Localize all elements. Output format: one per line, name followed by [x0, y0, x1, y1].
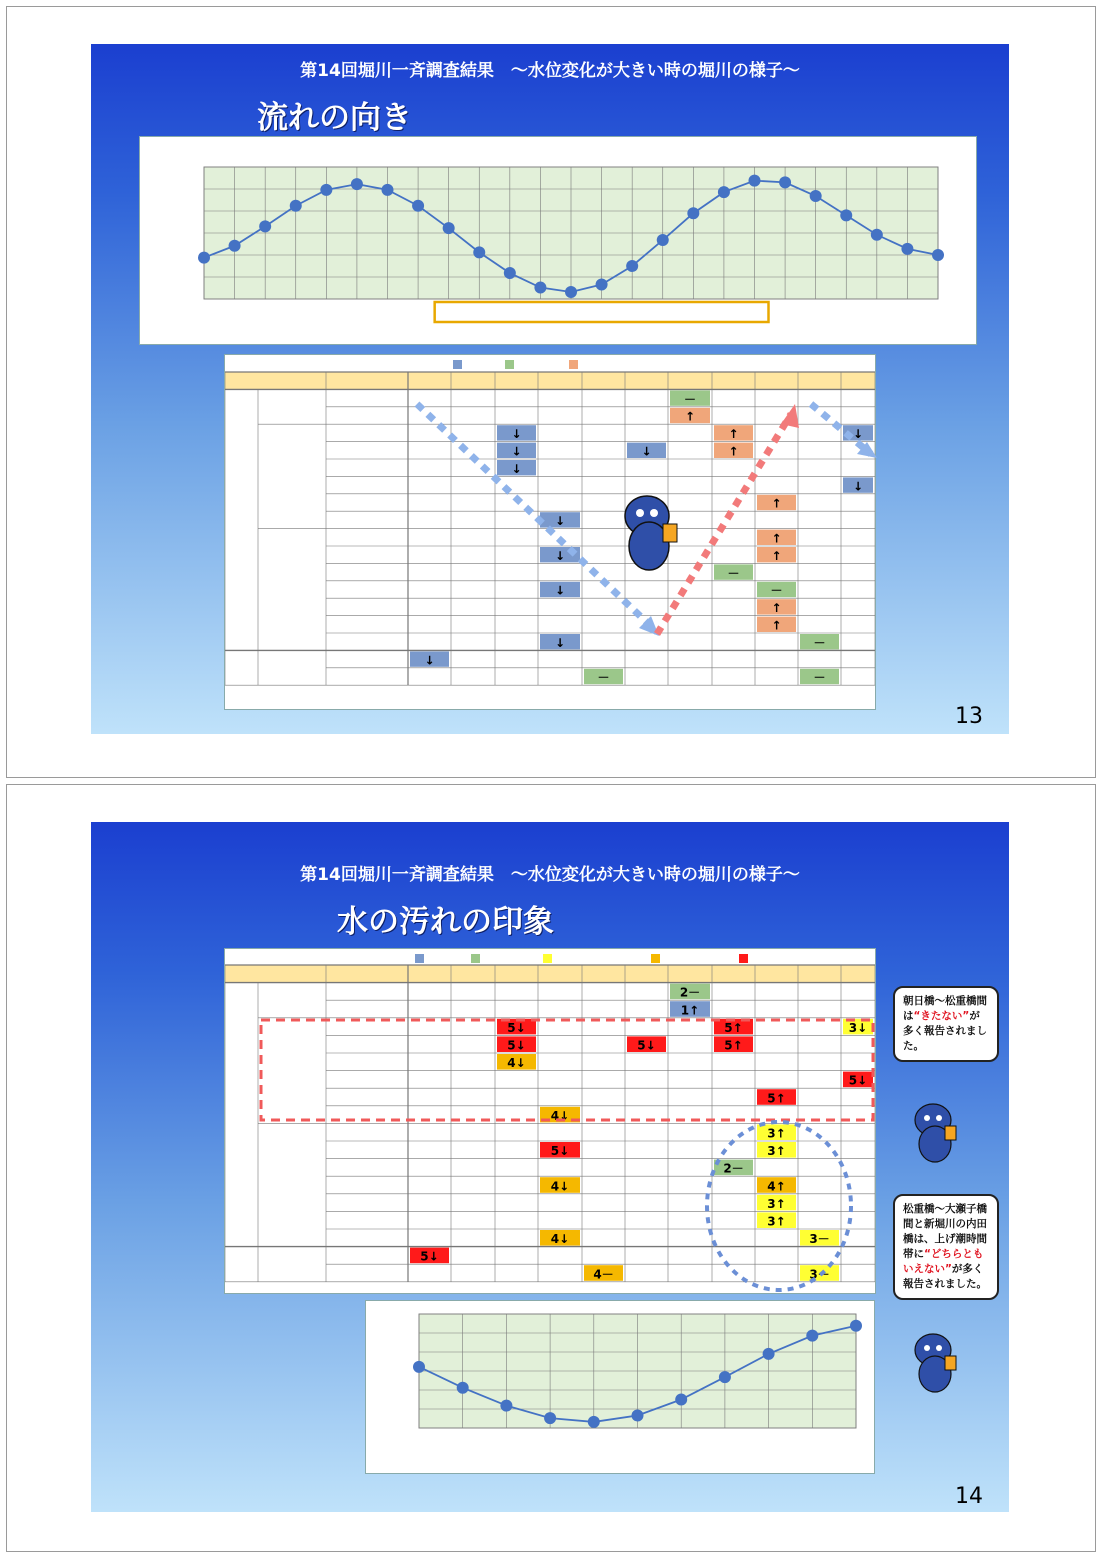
- cell-value: ↑: [771, 548, 782, 563]
- dirt-table-panel: [224, 948, 876, 1294]
- mascot-body: [919, 1126, 951, 1162]
- tide-point: [806, 1330, 818, 1342]
- cell-value: 5↓: [507, 1020, 526, 1035]
- tide-point: [534, 282, 546, 294]
- slide-title: 水の汚れの印象: [337, 904, 554, 940]
- tide-point: [749, 175, 761, 187]
- cell-value: 5↑: [724, 1020, 743, 1035]
- tide-point: [840, 209, 852, 221]
- mascot-head: [915, 1104, 951, 1136]
- tide-point: [320, 184, 332, 196]
- tide-point: [779, 176, 791, 188]
- callout-highlight: “きたない”: [913, 1010, 970, 1022]
- legend-swatch: [471, 954, 480, 963]
- cell-value: ↑: [771, 531, 782, 546]
- callout-text: が多く報告されました。: [903, 1010, 987, 1052]
- page-number: 13: [955, 704, 983, 729]
- cell-value: 5↓: [848, 1073, 868, 1088]
- legend-swatch: [739, 954, 748, 963]
- table-header-fill: [225, 965, 875, 983]
- tide-point: [596, 278, 608, 290]
- tide-point: [382, 184, 394, 196]
- tide-point: [565, 286, 577, 298]
- cell-value: 3－: [809, 1232, 830, 1247]
- tide-chart-daytime: [366, 1301, 874, 1473]
- tide-point: [588, 1416, 600, 1428]
- mascot-eye: [936, 1115, 942, 1121]
- highlight-range-box: [435, 302, 769, 322]
- cell-value: －: [813, 670, 826, 685]
- cell-value: －: [770, 583, 783, 598]
- tide-point: [626, 260, 638, 272]
- tide-point: [718, 186, 730, 198]
- cell-value: 3－: [809, 1267, 830, 1282]
- cell-value: ↓: [424, 653, 435, 668]
- tide-point: [544, 1412, 556, 1424]
- callout-text: が多く報告されました。: [903, 1263, 987, 1290]
- legend-swatch: [505, 360, 514, 369]
- cell-value: 5↓: [420, 1249, 439, 1264]
- cell-value: －: [813, 635, 826, 650]
- cell-value: 5↑: [767, 1091, 786, 1106]
- tide-point: [871, 229, 883, 241]
- cell-value: ↓: [641, 444, 652, 459]
- cell-value: ↓: [554, 548, 566, 563]
- tide-chart-full-day: [140, 137, 976, 344]
- tide-point: [198, 252, 210, 264]
- tide-point: [901, 243, 913, 255]
- cell-value: 3↑: [767, 1144, 786, 1159]
- tide-point: [657, 234, 669, 246]
- cell-value: 2－: [679, 985, 701, 1000]
- tide-point: [632, 1409, 644, 1421]
- cell-value: ↑: [771, 496, 782, 511]
- legend-swatch: [569, 360, 578, 369]
- legend-swatch: [453, 360, 462, 369]
- cell-value: 3↑: [767, 1126, 786, 1141]
- cell-value: ↑: [728, 427, 739, 442]
- cell-value: ↓: [511, 461, 522, 476]
- cell-value: ↑: [771, 601, 782, 616]
- tide-point: [850, 1320, 862, 1332]
- tide-point: [763, 1348, 775, 1360]
- slide-header: 第14回堀川一斉調査結果 ～水位変化が大きい時の堀川の様子～: [300, 865, 800, 885]
- tide-point: [473, 246, 485, 258]
- tide-point: [443, 222, 455, 234]
- cell-value: 3↓: [848, 1020, 868, 1035]
- tide-point: [229, 240, 241, 252]
- tide-point: [719, 1371, 731, 1383]
- cell-value: ↓: [511, 444, 522, 459]
- cell-value: ↑: [728, 444, 739, 459]
- cell-value: 5↓: [507, 1038, 526, 1053]
- mascot-eye: [924, 1115, 930, 1121]
- mascot-eye: [924, 1345, 930, 1351]
- mascot-notebook: [945, 1356, 956, 1370]
- tide-point: [457, 1382, 469, 1394]
- tide-point: [290, 200, 302, 212]
- callout-dochira: [893, 1194, 999, 1300]
- horigon-mascot-icon: [915, 1104, 956, 1162]
- horigon-mascot-icon: [915, 1334, 956, 1392]
- cell-value: 5↑: [724, 1038, 743, 1053]
- tide-point: [351, 178, 363, 190]
- cell-value: 2－: [723, 1161, 744, 1176]
- cell-value: 4↓: [550, 1232, 570, 1247]
- tide-point: [413, 1361, 425, 1373]
- tide-point: [810, 190, 822, 202]
- slide-header: 第14回堀川一斉調査結果 ～水位変化が大きい時の堀川の様子～: [300, 61, 800, 81]
- legend-swatch: [415, 954, 424, 963]
- mascot-eye: [936, 1345, 942, 1351]
- slide-14: [91, 822, 1009, 1512]
- cell-value: －: [683, 392, 697, 407]
- cell-value: 4↓: [507, 1056, 526, 1071]
- tide-point: [687, 207, 699, 219]
- cell-value: 3↑: [767, 1196, 786, 1211]
- mascot-notebook: [945, 1126, 956, 1140]
- cell-value: 5↓: [550, 1144, 570, 1159]
- table-header-fill: [225, 372, 875, 389]
- page-number: 14: [955, 1484, 983, 1509]
- cell-value: ↓: [852, 427, 864, 442]
- flow-table-panel: [224, 354, 876, 710]
- tide-point: [412, 200, 424, 212]
- cell-value: 4↓: [550, 1179, 570, 1194]
- callout-kitanai: [893, 986, 999, 1062]
- cell-value: 1↑: [680, 1003, 700, 1018]
- water-dirt-table: [225, 949, 875, 1293]
- cell-value: ↓: [554, 514, 566, 529]
- cell-value: －: [727, 566, 740, 581]
- cell-value: 3↑: [767, 1214, 786, 1229]
- cell-value: ↓: [554, 635, 566, 650]
- cell-value: 4↓: [550, 1108, 570, 1123]
- tide-point: [504, 267, 516, 279]
- cell-value: 4↑: [767, 1179, 786, 1194]
- callout-text: 朝日橋～松重橋間は: [903, 995, 987, 1022]
- mascot-body: [919, 1356, 951, 1392]
- legend-swatch: [651, 954, 660, 963]
- cell-value: ↑: [684, 409, 696, 424]
- mascot-head: [915, 1334, 951, 1366]
- cell-value: ↓: [554, 583, 566, 598]
- tide-point: [500, 1400, 512, 1412]
- slide-13: [91, 44, 1009, 734]
- cell-value: －: [597, 670, 610, 685]
- cell-value: ↓: [852, 479, 864, 494]
- tide-point: [259, 220, 271, 232]
- flow-direction-table: [225, 355, 875, 709]
- tide-chart-panel: [139, 136, 977, 345]
- cell-value: ↓: [511, 427, 522, 442]
- cell-value: 4－: [593, 1267, 614, 1282]
- legend-swatch: [543, 954, 552, 963]
- callout-highlight: “どちらともいえない”: [903, 1248, 984, 1275]
- cell-value: ↑: [771, 618, 782, 633]
- slide-title: 流れの向き: [257, 100, 412, 136]
- tide-chart-panel-2: [365, 1300, 875, 1474]
- tide-point: [675, 1394, 687, 1406]
- callout-text: 松重橋～大瀬子橋間と新堀川の内田橋は、上げ潮時間帯に: [903, 1203, 987, 1260]
- cell-value: 5↓: [637, 1038, 656, 1053]
- tide-point: [932, 249, 944, 261]
